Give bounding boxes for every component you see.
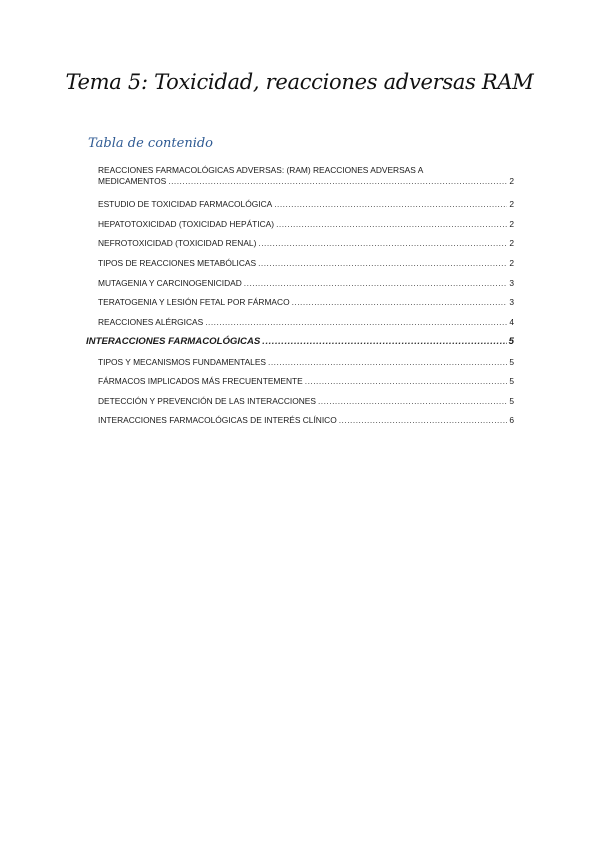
toc-dot-leader [258,258,507,269]
toc-dot-leader [339,415,508,426]
toc-page-number: 4 [509,317,514,327]
toc-page-number: 3 [509,297,514,307]
toc-entry-reacciones-alergicas[interactable] [98,317,514,328]
toc-entry-text: TIPOS Y MECANISMOS FUNDAMENTALES [98,357,266,367]
toc-entry-text: INTERACCIONES FARMACOLÓGICAS [86,336,261,347]
toc-entry-reacciones-farmacologicas-adversas[interactable] [98,165,514,187]
toc-dot-leader [205,317,507,328]
toc-entry-tipos-mecanismos[interactable] [98,357,514,368]
toc-entry-text: TIPOS DE REACCIONES METABÓLICAS [98,258,257,268]
toc-page-number: 3 [509,278,514,288]
toc-entry-text: INTERACCIONES FARMACOLÓGICAS DE INTERÉS CLÍNICO [98,415,337,425]
toc-entry-estudio-toxicidad[interactable] [98,199,514,210]
page-title: Tema 5: Toxicidad, reacciones adversas RAM [65,70,534,94]
toc-page-number: 2 [509,176,514,186]
toc-entry-text: HEPATOTOXICIDAD (TOXICIDAD HEPÁTICA) [98,219,275,229]
toc-heading: Tabla de contenido [88,136,213,151]
toc-dot-leader [168,176,507,187]
toc-entry-text: MUTAGENIA Y CARCINOGENICIDAD [98,278,242,288]
toc-dot-leader [318,396,507,407]
toc-dot-leader [274,199,507,210]
toc-entry-text: ESTUDIO DE TOXICIDAD FARMACOLÓGICA [98,199,273,209]
toc-dot-leader [276,219,507,230]
toc-entry-hepatotoxicidad[interactable] [98,219,514,230]
toc-page-number: 2 [509,258,514,268]
toc-entry-tipos-reacciones-metabolicas[interactable] [98,258,514,269]
toc-page-number: 5 [508,336,514,347]
toc-entry-text: REACCIONES ALÉRGICAS [98,317,204,327]
toc-dot-leader [268,357,507,368]
toc-entry-interacciones-interes-clinico[interactable] [98,415,514,426]
toc-page-number: 5 [509,357,514,367]
toc-entry-text-line1: REACCIONES FARMACOLÓGICAS ADVERSAS: (RAM) REACCIONES ADVERSAS A [98,165,424,175]
toc-dot-leader [262,336,506,347]
toc-entry-farmacos-implicados[interactable] [98,376,514,387]
toc-entry-deteccion-prevencion[interactable] [98,396,514,407]
toc-page-number: 2 [509,238,514,248]
toc-dot-leader [292,297,508,308]
toc-page-number: 2 [509,219,514,229]
toc-entry-text: NEFROTOXICIDAD (TOXICIDAD RENAL) [98,238,257,248]
toc-entry-text: DETECCIÓN Y PREVENCIÓN DE LAS INTERACCIONES [98,396,316,406]
toc-page-number: 2 [509,199,514,209]
toc-page-number: 5 [509,376,514,386]
toc-entry-teratogenia[interactable] [98,297,514,308]
toc-entry-interacciones-farmacologicas[interactable] [86,336,514,347]
toc-entry-text: MEDICAMENTOS [98,176,167,186]
toc-entry-text: TERATOGENIA Y LESIÓN FETAL POR FÁRMACO [98,297,290,307]
toc-dot-leader [305,376,508,387]
toc-entry-mutagenia[interactable] [98,278,514,289]
toc-page-number: 6 [509,415,514,425]
toc-page-number: 5 [509,396,514,406]
toc-dot-leader [244,278,508,289]
toc-entry-text: FÁRMACOS IMPLICADOS MÁS FRECUENTEMENTE [98,376,303,386]
toc-entry-nefrotoxicidad[interactable] [98,238,514,249]
toc-dot-leader [258,238,507,249]
